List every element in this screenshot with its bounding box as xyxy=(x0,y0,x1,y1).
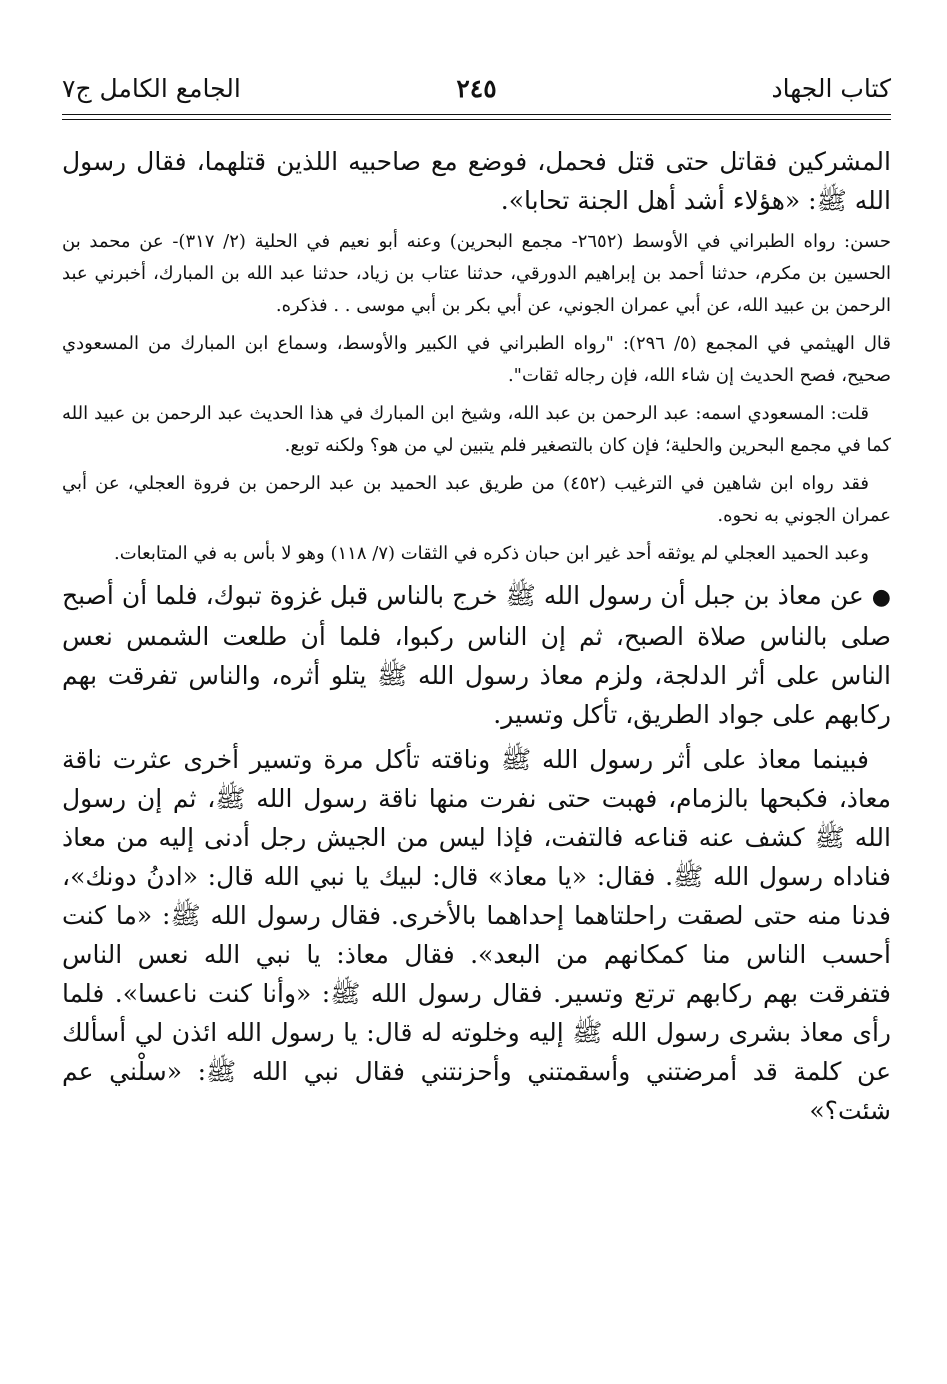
takhrij-note: قال الهيثمي في المجمع (٥/ ٢٩٦): "رواه الطبراني في الكبير والأوسط، وسماع ابن المبارك من المسعودي صحيح، فصح الحديث إن شاء الله، فإن رجاله ثقات". xyxy=(62,333,891,386)
bullet-icon: ● xyxy=(871,585,891,610)
takhrij-note: فقد رواه ابن شاهين في الترغيب (٤٥٢) من طريق عبد الحميد بن عبد الرحمن بن فروة العجلي، عن أبي عمران الجوني به نحوه. xyxy=(62,473,891,526)
chapter-title: كتاب الجهاد xyxy=(771,74,891,103)
hadith-paragraph: فبينما معاذ على أثر رسول الله ﷺ وناقته تأكل مرة وتسير أخرى عثرت ناقة معاذ، فكبحها بالزمام، فهبت حتى نفرت منها ناقة رسول الله ﷺ، ثم إن رسول الله ﷺ كشف عنه قناعه فالتفت، فإذا ليس من الجيش رجل أدنى إليه من معاذ فناداه رسول الله ﷺ. فقال: «يا معاذ» قال: لبيك يا نبي الله قال: «ادنُ دونك»، فدنا منه حتى لصقت راحلتاهما إحداهما بالأخرى. فقال رسول الله ﷺ: «ما كنت أحسب الناس منا كمكانهم من البعد». فقال معاذ: يا نبي الله نعس الناس فتفرقت بهم ركابهم ترتع وتسير. فقال رسول الله ﷺ: «وأنا كنت ناعسا». فلما رأى معاذ بشرى رسول الله ﷺ إليه وخلوته له قال: يا رسول الله ائذن لي أسألك عن كلمة قد أمرضتني وأسقمتني وأحزنتني فقال نبي الله ﷺ: «سلْني عم شئت؟» xyxy=(62,745,891,1125)
takhrij-note: وعبد الحميد العجلي لم يوثقه أحد غير ابن حبان ذكره في الثقات (٧/ ١١٨) وهو لا بأس به في المتابعات. xyxy=(114,543,869,564)
page-header xyxy=(62,62,891,118)
page-content xyxy=(62,142,891,1136)
book-title: الجامع الكامل ج٧ xyxy=(62,74,241,103)
takhrij-note: قلت: المسعودي اسمه: عبد الرحمن بن عبد الله، وشيخ ابن المبارك في هذا الحديث عبد الرحمن بن عبيد الله كما في مجمع البحرين والحلية؛ فإن كان بالتصغير فلم يتبين لي من هو؟ ولكنه توبع. xyxy=(62,403,891,456)
page-number: ٢٤٥ xyxy=(456,74,497,103)
header-rule-bottom xyxy=(62,119,891,120)
hadith-paragraph xyxy=(62,576,891,734)
takhrij-note: حسن: رواه الطبراني في الأوسط (٢٦٥٢- مجمع البحرين) وعنه أبو نعيم في الحلية (٢/ ٣١٧)- عن محمد بن الحسين بن مكرم، حدثنا أحمد بن إبراهيم الدورقي، حدثنا عتاب بن زياد، حدثنا عبد الله بن المبارك، أخبرني عبد الرحمن بن عبيد الله، عن أبي عمران الجوني، عن أبي بكر بن أبي موسى . . فذكره. xyxy=(62,231,891,316)
hadith-paragraph: المشركين فقاتل حتى قتل فحمل، فوضع مع صاحبيه اللذين قتلهما، فقال رسول الله ﷺ: «هؤلاء أشد أهل الجنة تحابا». xyxy=(62,147,891,215)
header-rule-top xyxy=(62,114,891,115)
hadith-text: عن معاذ بن جبل أن رسول الله ﷺ خرج بالناس قبل غزوة تبوك، فلما أن أصبح صلى بالناس صلاة الصبح، ثم إن الناس ركبوا، فلما أن طلعت الشمس نعس الناس على أثر الدلجة، ولزم معاذ رسول الله ﷺ يتلو أثره، والناس تفرقت بهم ركابهم على جواد الطريق، تأكل وتسير. xyxy=(62,581,891,729)
